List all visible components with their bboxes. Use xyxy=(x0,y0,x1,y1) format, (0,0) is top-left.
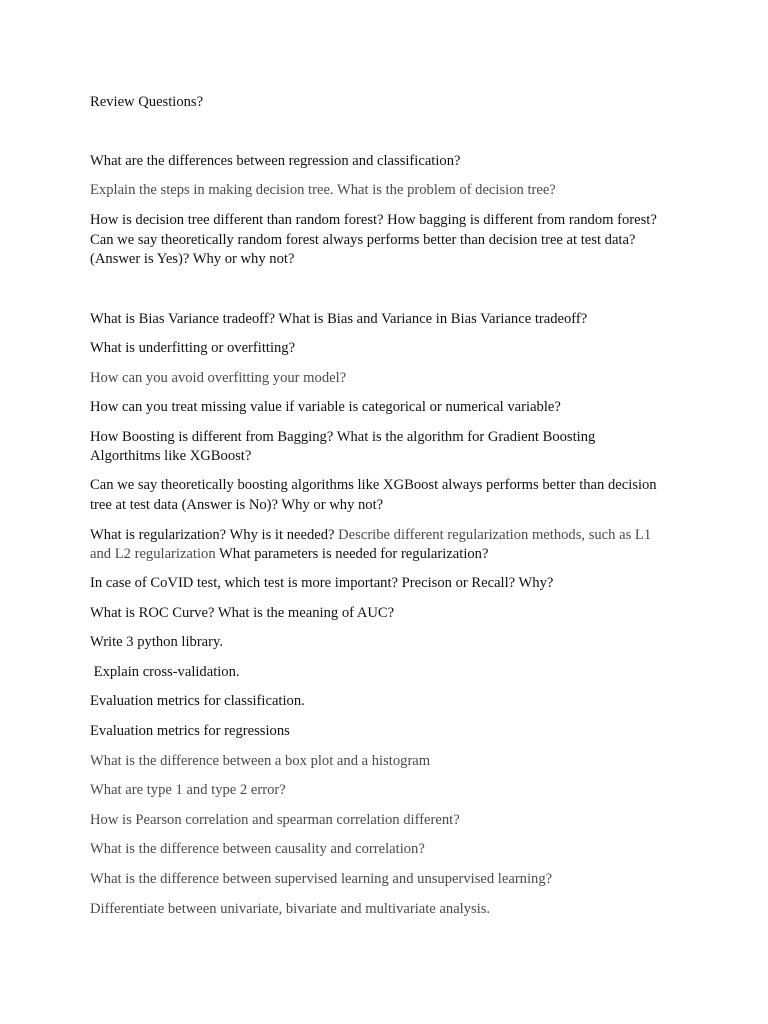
question-17: What is the difference between a box plot and a histogram xyxy=(90,753,431,769)
question-1: What are the differences between regression and classification? xyxy=(90,153,461,169)
question-15: Evaluation metrics for classification. xyxy=(90,693,305,709)
question-3-line-2: Can we say theoretically random forest always performs better than decision tree at test data? xyxy=(90,232,636,248)
question-22: Differentiate between univariate, bivariate and multivariate analysis. xyxy=(90,901,491,917)
question-11: In case of CoVID test, which test is more important? Precison or Recall? Why? xyxy=(90,575,554,591)
question-21: What is the difference between supervised learning and unsupervised learning? xyxy=(90,871,553,887)
question-10-part-1: What is regularization? Why is it needed? xyxy=(90,527,339,543)
question-2: Explain the steps in making decision tree. What is the problem of decision tree? xyxy=(90,182,556,198)
question-5: What is underfitting or overfitting? xyxy=(90,340,296,356)
question-3-line-3: (Answer is Yes)? Why or why not? xyxy=(90,251,295,267)
question-10-line-2 xyxy=(90,545,690,565)
question-10-line-1 xyxy=(90,526,690,546)
question-16: Evaluation metrics for regressions xyxy=(90,723,290,739)
question-18: What are type 1 and type 2 error? xyxy=(90,782,286,798)
question-10-part-2: Describe different regularization methods, such as L1 xyxy=(338,527,652,543)
page-title: Review Questions? xyxy=(90,94,204,110)
question-19: How is Pearson correlation and spearman correlation different? xyxy=(90,812,460,828)
question-8-line-1: How Boosting is different from Bagging? What is the algorithm for Gradient Boosting xyxy=(90,429,596,445)
question-9-line-1: Can we say theoretically boosting algorithms like XGBoost always performs better than decision xyxy=(90,477,657,493)
question-4: What is Bias Variance tradeoff? What is Bias and Variance in Bias Variance tradeoff? xyxy=(90,311,588,327)
question-20: What is the difference between causality and correlation? xyxy=(90,841,425,857)
question-8-line-2: Algorthitms like XGBoost? xyxy=(90,448,252,464)
question-10-part-4: What parameters is needed for regularization? xyxy=(215,546,489,562)
question-9-line-2: tree at test data (Answer is No)? Why or why not? xyxy=(90,497,384,513)
question-12: What is ROC Curve? What is the meaning of AUC? xyxy=(90,605,395,621)
question-3-line-1: How is decision tree different than random forest? How bagging is different from random forest? xyxy=(90,212,657,228)
question-14: Explain cross-validation. xyxy=(90,664,240,680)
question-13: Write 3 python library. xyxy=(90,634,224,650)
question-6: How can you avoid overfitting your model? xyxy=(90,370,347,386)
question-10-part-3: and L2 regularization xyxy=(90,546,216,562)
question-7: How can you treat missing value if variable is categorical or numerical variable? xyxy=(90,399,561,415)
